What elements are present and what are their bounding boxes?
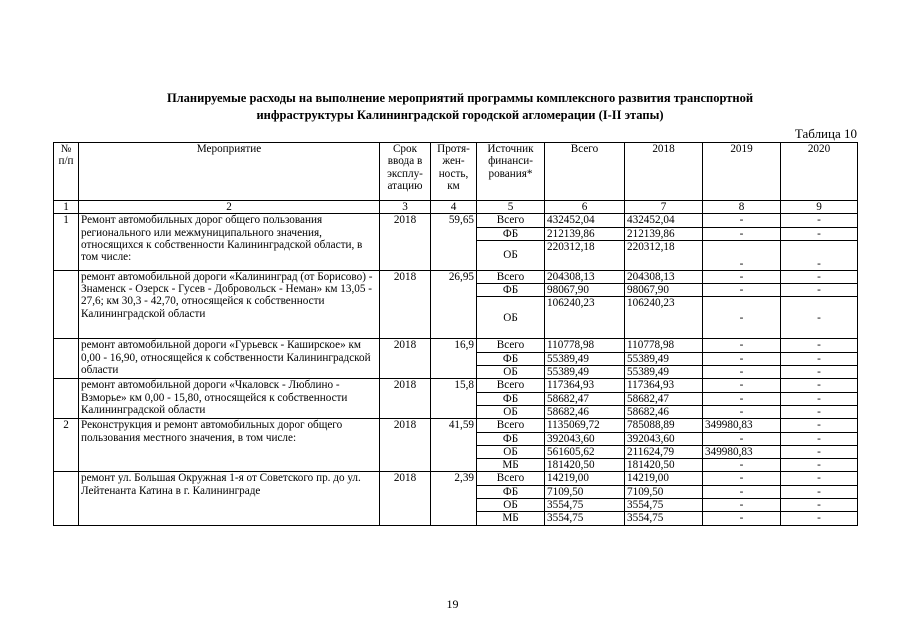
value-2020: - <box>781 297 858 339</box>
funding-source: ФБ <box>477 485 545 498</box>
term-year: 2018 <box>380 214 431 271</box>
value-2020: - <box>781 339 858 352</box>
total-value: 3554,75 <box>545 499 625 512</box>
value-2018: 14219,00 <box>625 472 703 485</box>
value-2019: - <box>703 432 781 445</box>
value-2020: - <box>781 214 858 227</box>
row-number <box>54 379 79 419</box>
funding-source: ОБ <box>477 240 545 270</box>
value-2020: - <box>781 352 858 365</box>
total-value: 117364,93 <box>545 379 625 392</box>
header-measure: Мероприятие <box>79 143 380 201</box>
funding-source: ФБ <box>477 392 545 405</box>
value-2019: - <box>703 240 781 270</box>
column-number: 6 <box>545 201 625 214</box>
value-2019: 349980,83 <box>703 445 781 458</box>
funding-source: Всего <box>477 270 545 283</box>
table-row <box>54 472 858 485</box>
funding-source: Всего <box>477 379 545 392</box>
value-2020: - <box>781 459 858 472</box>
header-2018: 2018 <box>625 143 703 201</box>
total-value: 98067,90 <box>545 284 625 297</box>
value-2019: - <box>703 352 781 365</box>
row-number <box>54 339 79 379</box>
table-row <box>54 214 858 227</box>
value-2020: - <box>781 419 858 432</box>
value-2020: - <box>781 284 858 297</box>
value-2018: 106240,23 <box>625 297 703 339</box>
length-km: 26,95 <box>431 270 477 339</box>
funding-source: ОБ <box>477 366 545 379</box>
value-2018: 211624,79 <box>625 445 703 458</box>
value-2019: - <box>703 512 781 525</box>
header-2020: 2020 <box>781 143 858 201</box>
document-title <box>60 90 860 124</box>
value-2019: - <box>703 227 781 240</box>
expenses-table <box>53 142 858 526</box>
measure-name: Ремонт автомобильных дорог общего пользования регионального или межмуниципального значения, относящихся к собственности Калининградской области, в том числе: <box>79 214 380 271</box>
value-2018: 3554,75 <box>625 512 703 525</box>
funding-source: ФБ <box>477 432 545 445</box>
value-2019: - <box>703 366 781 379</box>
length-km: 2,39 <box>431 472 477 525</box>
total-value: 14219,00 <box>545 472 625 485</box>
header-2019: 2019 <box>703 143 781 201</box>
row-number: 2 <box>54 419 79 472</box>
value-2020: - <box>781 366 858 379</box>
value-2018: 220312,18 <box>625 240 703 270</box>
value-2018: 110778,98 <box>625 339 703 352</box>
measure-name: Реконструкция и ремонт автомобильных дорог общего пользования местного значения, в том числе: <box>79 419 380 472</box>
value-2019: - <box>703 297 781 339</box>
value-2020: - <box>781 379 858 392</box>
value-2020: - <box>781 227 858 240</box>
funding-source: ОБ <box>477 499 545 512</box>
length-km: 59,65 <box>431 214 477 271</box>
value-2018: 7109,50 <box>625 485 703 498</box>
value-2019: - <box>703 485 781 498</box>
funding-source: ОБ <box>477 445 545 458</box>
funding-source: ОБ <box>477 405 545 418</box>
value-2018: 204308,13 <box>625 270 703 283</box>
page-number: 19 <box>446 597 459 611</box>
total-value: 58682,46 <box>545 405 625 418</box>
row-number: 1 <box>54 214 79 271</box>
length-km: 41,59 <box>431 419 477 472</box>
row-number <box>54 270 79 339</box>
value-2020: - <box>781 405 858 418</box>
row-number <box>54 472 79 525</box>
length-km: 16,9 <box>431 339 477 379</box>
funding-source: Всего <box>477 419 545 432</box>
table-row <box>54 270 858 283</box>
value-2020: - <box>781 485 858 498</box>
value-2019: - <box>703 459 781 472</box>
value-2020: - <box>781 472 858 485</box>
total-value: 7109,50 <box>545 485 625 498</box>
header-term: Срок ввода в эксплу-атацию <box>380 143 431 201</box>
funding-source: ФБ <box>477 352 545 365</box>
column-number-row <box>54 201 858 214</box>
value-2018: 117364,93 <box>625 379 703 392</box>
value-2018: 55389,49 <box>625 366 703 379</box>
funding-source: Всего <box>477 339 545 352</box>
value-2019: - <box>703 214 781 227</box>
table-row <box>54 379 858 392</box>
total-value: 55389,49 <box>545 366 625 379</box>
term-year: 2018 <box>380 379 431 419</box>
value-2020: - <box>781 392 858 405</box>
column-number: 4 <box>431 201 477 214</box>
length-km: 15,8 <box>431 379 477 419</box>
column-number: 9 <box>781 201 858 214</box>
column-number: 3 <box>380 201 431 214</box>
total-value: 106240,23 <box>545 297 625 339</box>
column-number: 1 <box>54 201 79 214</box>
header-row <box>54 143 858 201</box>
total-value: 432452,04 <box>545 214 625 227</box>
value-2019: - <box>703 270 781 283</box>
measure-name: ремонт автомобильной дороги «Гурьевск - Каширское» км 0,00 - 16,90, относящейся к собственности Калининградской области <box>79 339 380 379</box>
total-value: 220312,18 <box>545 240 625 270</box>
total-value: 1135069,72 <box>545 419 625 432</box>
table-row <box>54 339 858 352</box>
value-2019: - <box>703 499 781 512</box>
term-year: 2018 <box>380 472 431 525</box>
value-2018: 58682,46 <box>625 405 703 418</box>
value-2018: 432452,04 <box>625 214 703 227</box>
term-year: 2018 <box>380 270 431 339</box>
title-line-2: инфраструктуры Калининградской городской агломерации (I-II этапы) <box>256 108 664 122</box>
value-2019: - <box>703 339 781 352</box>
term-year: 2018 <box>380 419 431 472</box>
table-label: Таблица 10 <box>794 126 857 141</box>
funding-source: Всего <box>477 214 545 227</box>
measure-name: ремонт автомобильной дороги «Калининград (от Борисово) - Знаменск - Озерск - Гусев - Добровольск - Неман» км 13,05 - 27,6; км 30,3 - 42,70, относящейся к собственности Калининградской области <box>79 270 380 339</box>
value-2019: - <box>703 379 781 392</box>
value-2020: - <box>781 270 858 283</box>
value-2019: 349980,83 <box>703 419 781 432</box>
total-value: 212139,86 <box>545 227 625 240</box>
value-2020: - <box>781 499 858 512</box>
value-2020: - <box>781 445 858 458</box>
value-2019: - <box>703 392 781 405</box>
title-line-1: Планируемые расходы на выполнение мероприятий программы комплексного развития транспортной <box>166 91 754 105</box>
value-2018: 55389,49 <box>625 352 703 365</box>
value-2018: 212139,86 <box>625 227 703 240</box>
term-year: 2018 <box>380 339 431 379</box>
value-2020: - <box>781 512 858 525</box>
funding-source: МБ <box>477 459 545 472</box>
value-2019: - <box>703 284 781 297</box>
funding-source: ФБ <box>477 284 545 297</box>
total-value: 110778,98 <box>545 339 625 352</box>
column-number: 5 <box>477 201 545 214</box>
value-2018: 785088,89 <box>625 419 703 432</box>
table-row <box>54 419 858 432</box>
value-2020: - <box>781 432 858 445</box>
value-2020: - <box>781 240 858 270</box>
funding-source: МБ <box>477 512 545 525</box>
funding-source: ОБ <box>477 297 545 339</box>
value-2019: - <box>703 405 781 418</box>
measure-name: ремонт автомобильной дороги «Чкаловск - Люблино - Взморье» км 0,00 - 15,80, относящейся к собственности Калининградской области <box>79 379 380 419</box>
value-2018: 98067,90 <box>625 284 703 297</box>
value-2018: 58682,47 <box>625 392 703 405</box>
total-value: 3554,75 <box>545 512 625 525</box>
column-number: 8 <box>703 201 781 214</box>
measure-name: ремонт ул. Большая Окружная 1-я от Советского пр. до ул. Лейтенанта Катина в г. Калининграде <box>79 472 380 525</box>
funding-source: ФБ <box>477 227 545 240</box>
total-value: 55389,49 <box>545 352 625 365</box>
header-num: № п/п <box>54 143 79 201</box>
value-2019: - <box>703 472 781 485</box>
total-value: 392043,60 <box>545 432 625 445</box>
total-value: 58682,47 <box>545 392 625 405</box>
header-length: Протя-жен-ность, км <box>431 143 477 201</box>
header-source: Источник финанси-рования* <box>477 143 545 201</box>
column-number: 7 <box>625 201 703 214</box>
header-total: Всего <box>545 143 625 201</box>
total-value: 181420,50 <box>545 459 625 472</box>
value-2018: 3554,75 <box>625 499 703 512</box>
value-2018: 181420,50 <box>625 459 703 472</box>
total-value: 204308,13 <box>545 270 625 283</box>
funding-source: Всего <box>477 472 545 485</box>
value-2018: 392043,60 <box>625 432 703 445</box>
total-value: 561605,62 <box>545 445 625 458</box>
column-number: 2 <box>79 201 380 214</box>
